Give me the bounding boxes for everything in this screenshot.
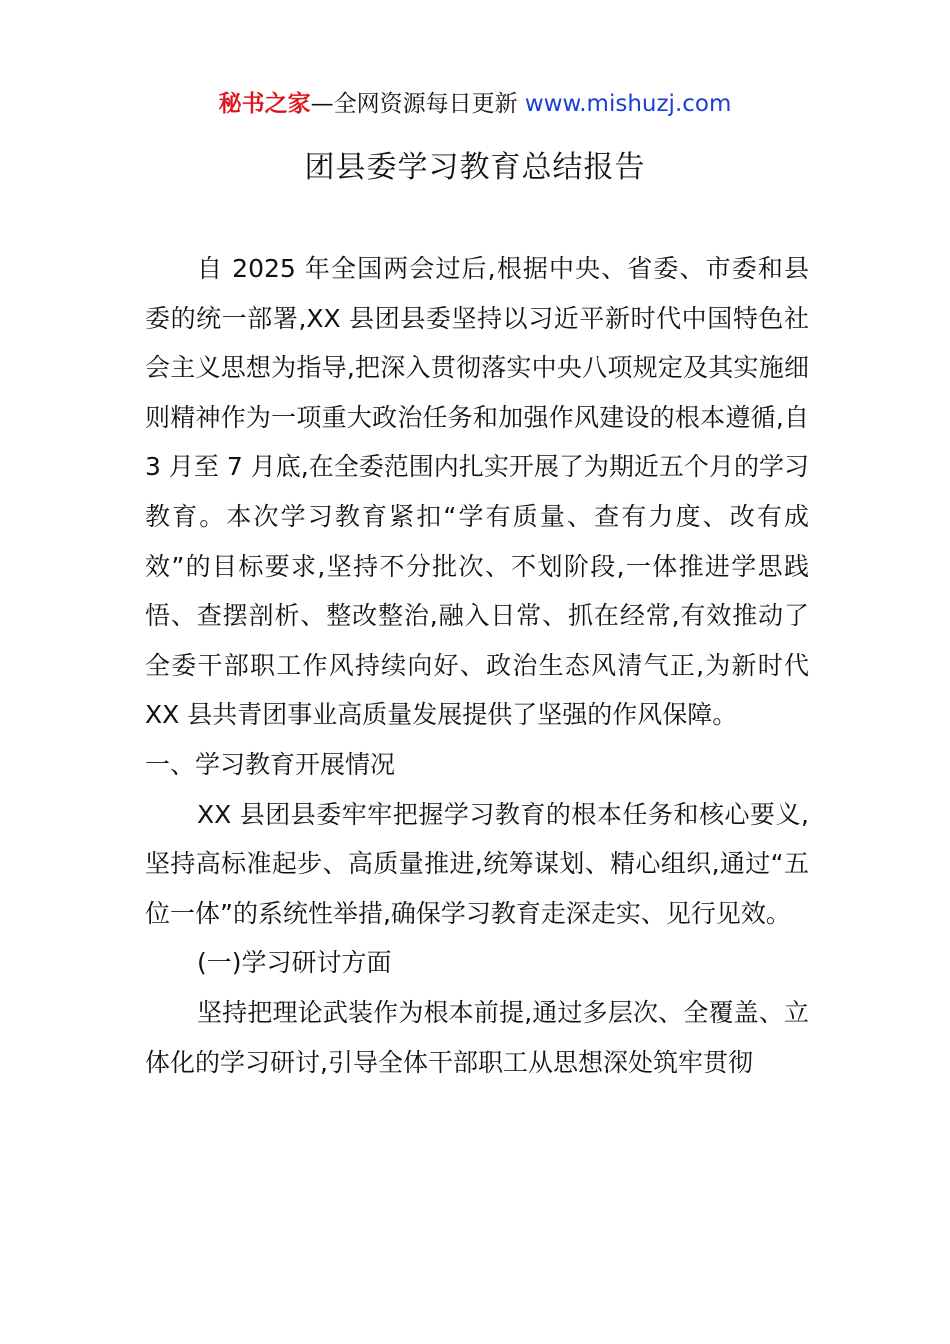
brand-name: 秘书之家	[218, 91, 311, 117]
intro-paragraph: 自 2025 年全国两会过后,根据中央、省委、市委和县委的统一部署,XX 县团县委坚持以习近平新时代中国特色社会主义思想为指导,把深入贯彻落实中央八项规定及其实施细则精神作为一项重大政治任务和加强作风建设的根本遵循,自 3 月至 7 月底,在全委范围内扎实开展了为期近五个月的学习教育。本次学习教育紧扣“学有质量、查有力度、改有成效”的目标要求,坚持不分批次、不划阶段,一体推进学思践悟、查摆剖析、整改整治,融入日常、抓在经常,有效推动了全委干部职工作风持续向好、政治生态风清气正,为新时代 XX 县共青团事业高质量发展提供了坚强的作风保障。	[145, 254, 809, 730]
document-body	[145, 244, 809, 1087]
site-header	[0, 88, 950, 120]
section-heading-1: 一、学习教育开展情况	[145, 749, 396, 779]
document-title: 团县委学习教育总结报告	[304, 150, 646, 185]
subsection-heading-1: (一)学习研讨方面	[197, 948, 392, 978]
subsection-1-paragraph: 坚持把理论武装作为根本前提,通过多层次、全覆盖、立体化的学习研讨,引导全体干部职工从思想深处筑牢贯彻	[145, 997, 809, 1077]
header-tagline: —全网资源每日更新	[310, 91, 525, 117]
section-1-paragraph: XX 县团县委牢牢把握学习教育的根本任务和核心要义,坚持高标准起步、高质量推进,统筹谋划、精心组织,通过“五位一体”的系统性举措,确保学习教育走深走实、见行见效。	[145, 799, 809, 928]
site-url-link[interactable]: www.mishuzj.com	[524, 91, 732, 117]
